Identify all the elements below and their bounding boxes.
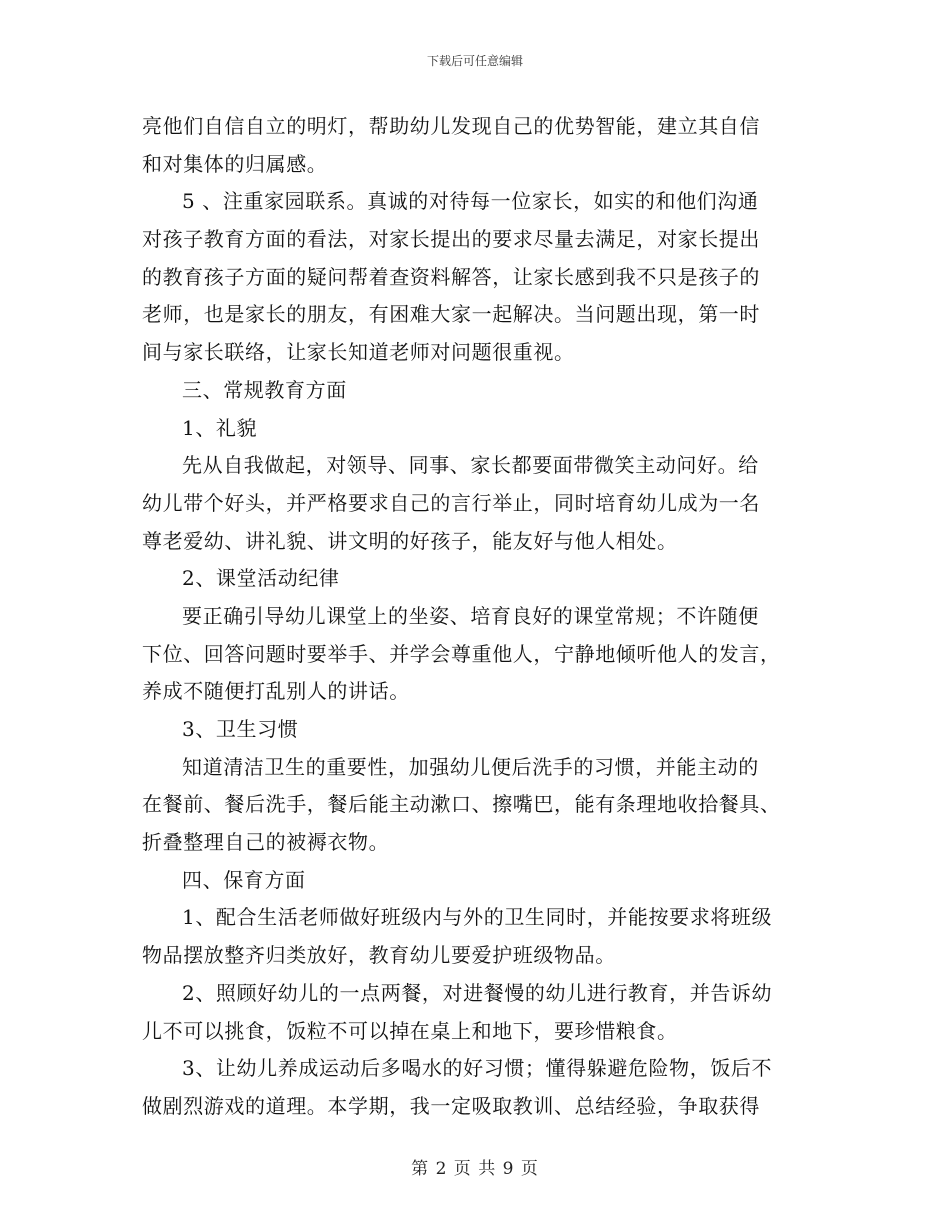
text-line: 三、常规教育方面 <box>182 377 347 402</box>
text-line: 四、保育方面 <box>182 867 306 892</box>
text-line: 1、礼貌 <box>182 415 258 440</box>
text-line: 儿不可以挑食，饭粒不可以掉在桌上和地下，要珍惜粮食。 <box>142 1018 678 1043</box>
text-line: 折叠整理自己的被褥衣物。 <box>142 830 390 855</box>
text-line: 尊老爱幼、讲礼貌、讲文明的好孩子，能友好与他人相处。 <box>142 528 678 553</box>
text-line: 亮他们自信自立的明灯，帮助幼儿发现自己的优势智能，建立其自信 <box>142 114 760 138</box>
document-body <box>142 108 812 1126</box>
text-line: 对孩子教育方面的看法，对家长提出的要求尽量去满足，对家长提出 <box>142 227 760 252</box>
text-line: 物品摆放整齐归类放好，教育幼儿要爱护班级物品。 <box>142 943 616 968</box>
text-line: 知道清洁卫生的重要性，加强幼儿便后洗手的习惯，并能主动的 <box>182 754 759 779</box>
page-header: 下载后可任意编辑 <box>426 54 523 68</box>
text-line: 要正确引导幼儿课堂上的坐姿、培育良好的课堂常规；不许随便 <box>182 603 759 628</box>
page-footer: 第 2 页 共 9 页 <box>411 1159 539 1179</box>
text-line: 的教育孩子方面的疑问帮着查资料解答，让家长感到我不只是孩子的 <box>142 264 760 289</box>
text-line: 3、让幼儿养成运动后多喝水的好习惯；懂得躲避危险物，饭后不 <box>182 1056 773 1081</box>
text-line: 2、课堂活动纪律 <box>182 566 340 591</box>
text-line: 下位、回答问题时要举手、并学会尊重他人，宁静地倾听他人的发言， <box>142 641 781 666</box>
text-line: 2、照顾好幼儿的一点两餐，对进餐慢的幼儿进行教育，并告诉幼 <box>182 980 773 1005</box>
text-line: 先从自我做起，对领导、同事、家长都要面带微笑主动问好。给 <box>182 453 759 478</box>
text-line: 5 、注重家园联系。真诚的对待每一位家长，如实的和他们沟通 <box>182 189 759 214</box>
text-line: 幼儿带个好头，并严格要求自己的言行举止，同时培育幼儿成为一名 <box>142 490 760 515</box>
text-line: 养成不随便打乱别人的讲话。 <box>142 679 410 704</box>
text-line: 3、卫生习惯 <box>182 717 299 741</box>
text-line: 老师，也是家长的朋友，有困难大家一起解决。当问题出现，第一时 <box>142 302 760 327</box>
text-line: 间与家长联络，让家长知道老师对问题很重视。 <box>142 340 575 365</box>
text-line: 在餐前、餐后洗手，餐后能主动漱口、擦嘴巴，能有条理地收拾餐具、 <box>142 792 781 817</box>
text-line: 做剧烈游戏的道理。本学期，我一定吸取教训、总结经验，争取获得 <box>142 1093 760 1118</box>
text-line: 1、配合生活老师做好班级内与外的卫生同时，并能按要求将班级 <box>182 905 773 930</box>
text-line: 和对集体的归属感。 <box>142 151 328 176</box>
